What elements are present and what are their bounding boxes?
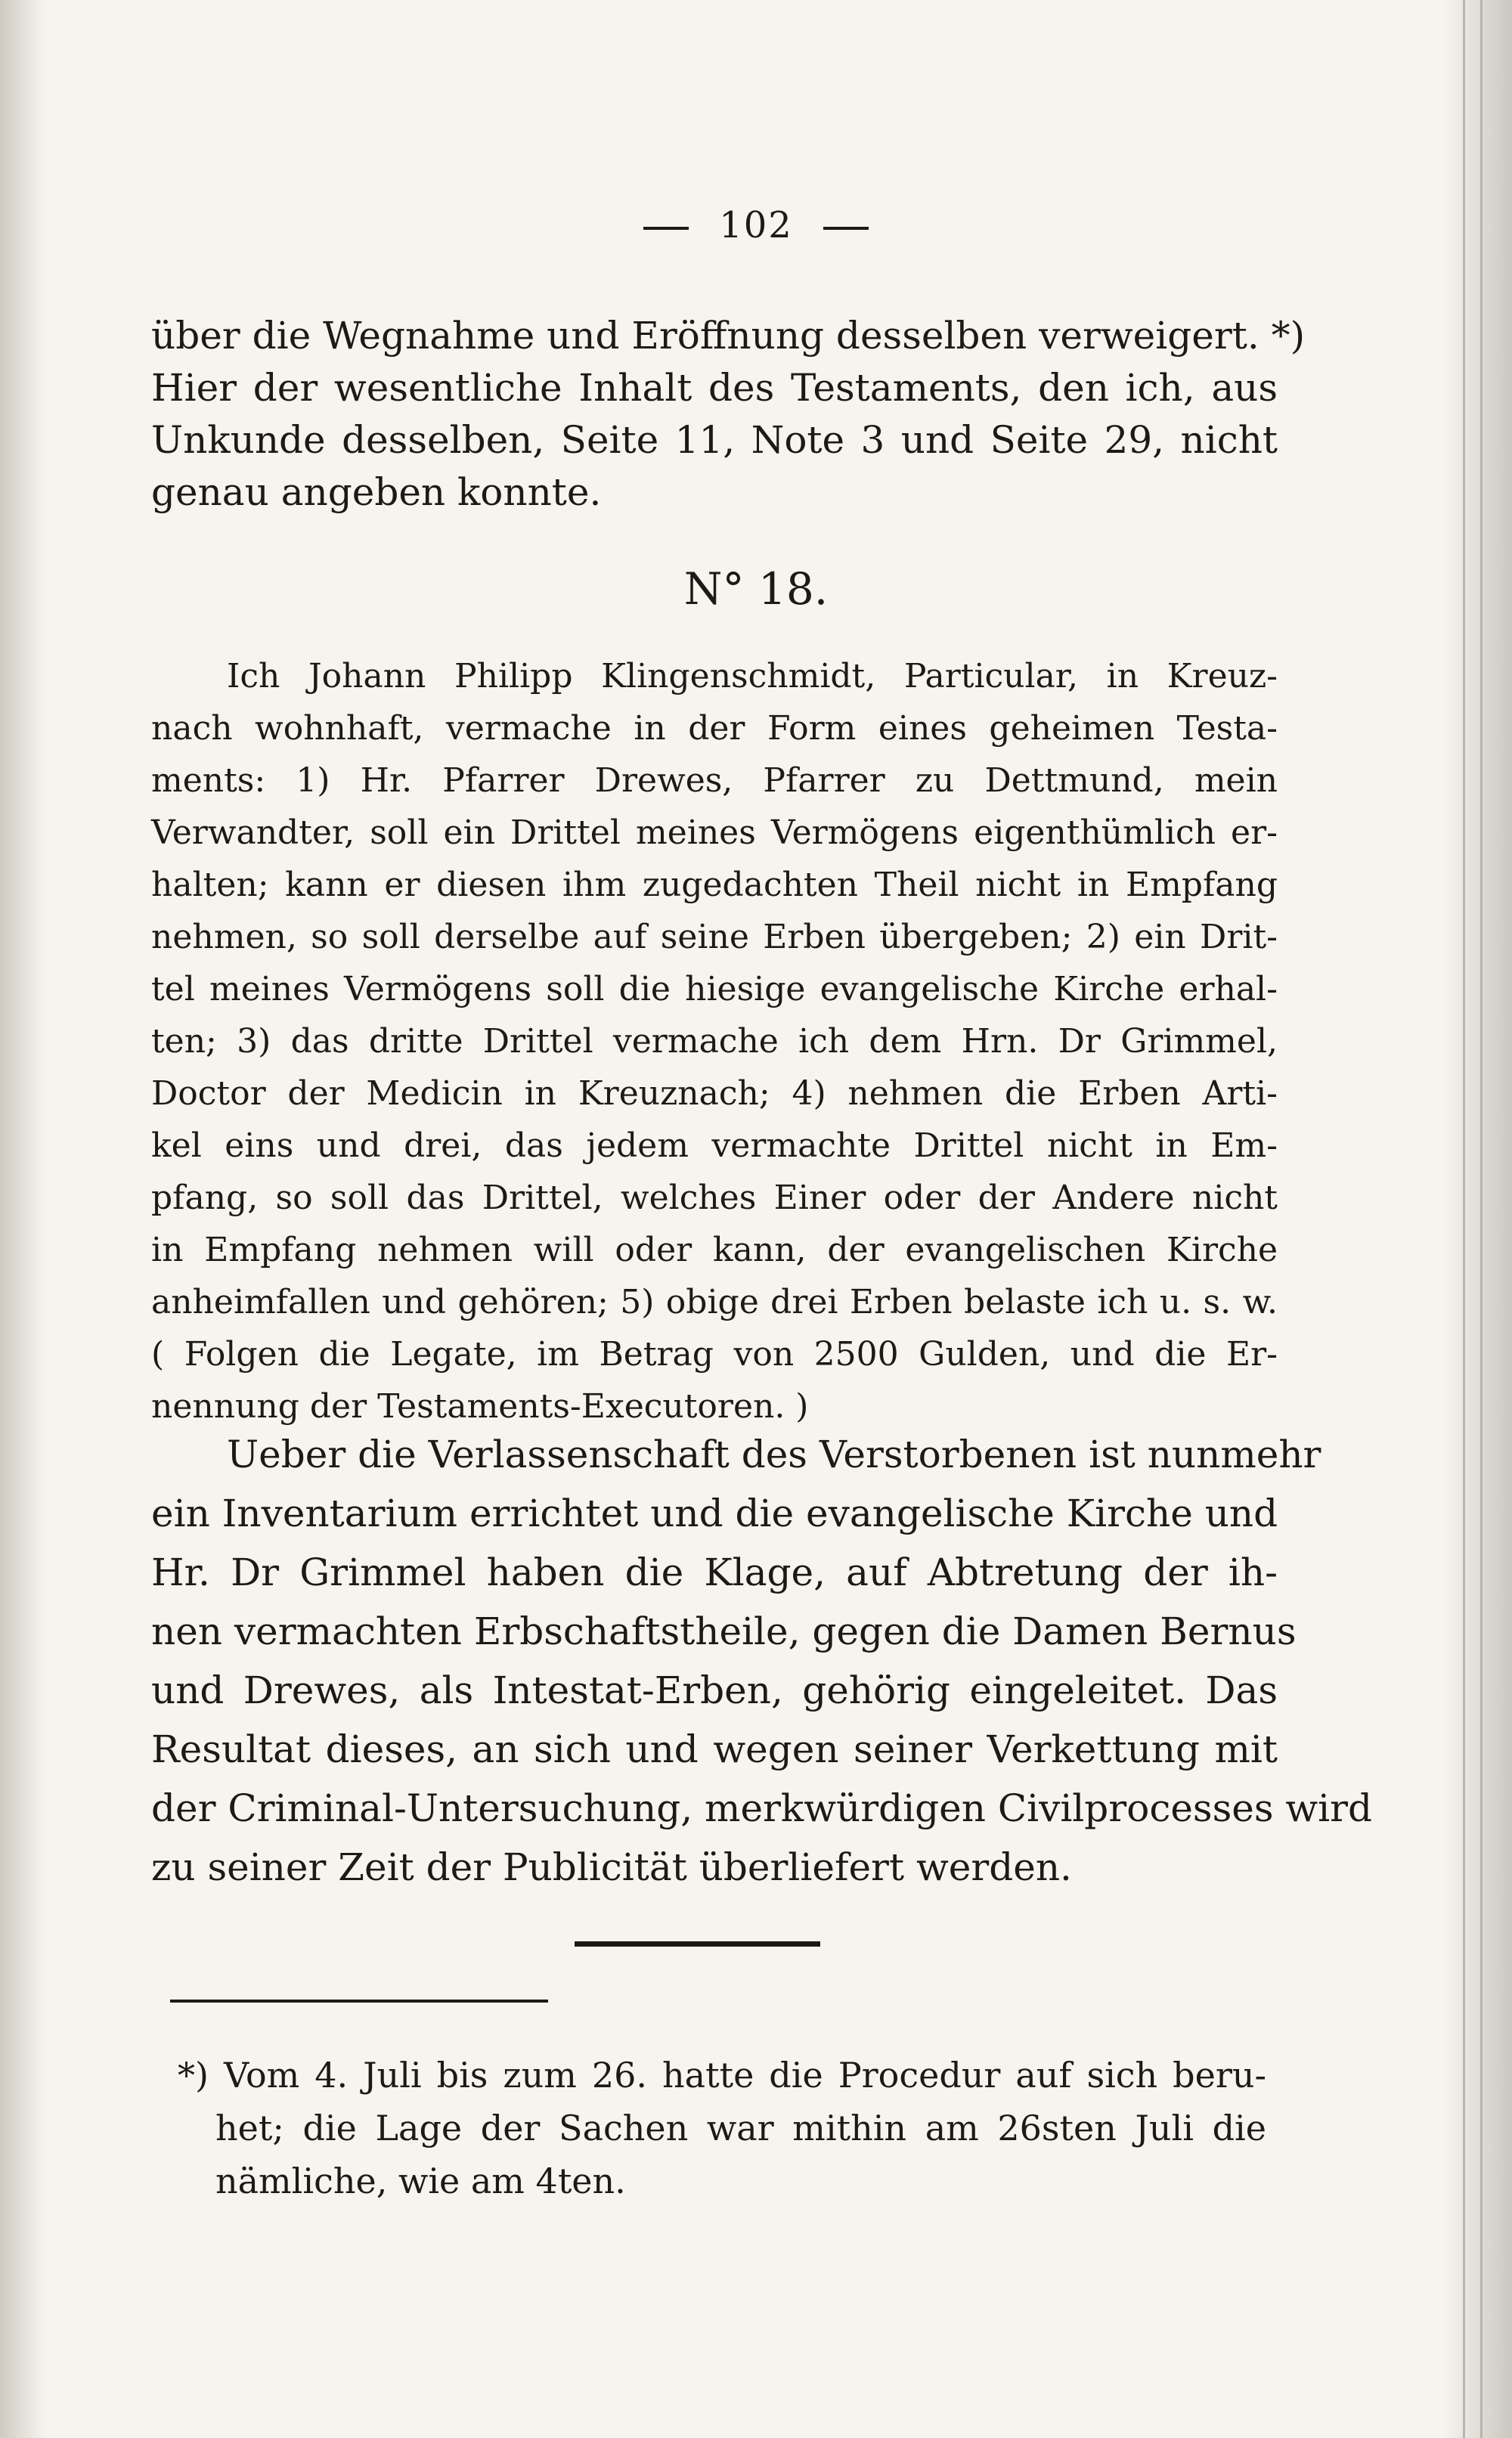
text-line: Verwandter, soll ein Drittel meines Vermögens eigenthümlich er- bbox=[151, 813, 1278, 852]
text-line: nennung der Testaments-Executoren. ) bbox=[151, 1387, 809, 1426]
page-edge-shadow bbox=[1444, 0, 1512, 2438]
text-line: ten; 3) das dritte Drittel vermache ich dem Hrn. Dr Grimmel, bbox=[151, 1022, 1278, 1061]
text-line: der Criminal-Untersuchung, merkwürdigen Civilprocesses wird bbox=[151, 1786, 1373, 1830]
footnote-rule bbox=[170, 2000, 548, 2003]
header-dash-left bbox=[643, 227, 689, 230]
page-header bbox=[0, 204, 1512, 265]
text-line: ments: 1) Hr. Pfarrer Drewes, Pfarrer zu Dettmund, mein bbox=[151, 761, 1278, 800]
intro-paragraph bbox=[151, 310, 1306, 519]
footnote-line: het; die Lage der Sachen war mithin am 26sten Juli die bbox=[215, 2108, 1266, 2148]
header-dash-right bbox=[823, 227, 869, 230]
text-line: genau angeben konnte. bbox=[151, 470, 602, 514]
gutter-shadow bbox=[0, 0, 45, 2438]
testament-paragraph bbox=[151, 650, 1278, 1433]
footnote-line: nämliche, wie am 4ten. bbox=[215, 2161, 626, 2201]
text-line: halten; kann er diesen ihm zugedachten Theil nicht in Empfang bbox=[151, 866, 1278, 904]
page-edge-line bbox=[1480, 0, 1483, 2438]
text-line: anheimfallen und gehören; 5) obige drei Erben belaste ich u. s. w. bbox=[151, 1283, 1278, 1321]
text-line: Doctor der Medicin in Kreuznach; 4) nehmen die Erben Arti- bbox=[151, 1074, 1278, 1113]
text-line: zu seiner Zeit der Publicität überliefert werden. bbox=[151, 1845, 1072, 1889]
text-line: Resultat dieses, an sich und wegen seiner Verkettung mit bbox=[151, 1727, 1278, 1771]
page-number: 102 bbox=[719, 204, 793, 246]
text-line: ( Folgen die Legate, im Betrag von 2500 Gulden, und die Er- bbox=[151, 1335, 1278, 1374]
text-line: ein Inventarium errichtet und die evangelische Kirche und bbox=[151, 1492, 1278, 1535]
text-line: und Drewes, als Intestat-Erben, gehörig eingeleitet. Das bbox=[151, 1668, 1278, 1712]
text-line: Ueber die Verlassenschaft des Verstorbenen ist nunmehr bbox=[227, 1433, 1321, 1476]
text-line: kel eins und drei, das jedem vermachte Drittel nicht in Em- bbox=[151, 1126, 1278, 1165]
footnote bbox=[178, 2049, 1266, 2207]
footnote-line: *) Vom 4. Juli bis zum 26. hatte die Procedur auf sich beru- bbox=[178, 2055, 1266, 2096]
entry-number: N° 18. bbox=[683, 563, 829, 615]
text-line: Unkunde desselben, Seite 11, Note 3 und Seite 29, nicht bbox=[151, 418, 1278, 462]
text-line: nen vermachten Erbschaftstheile, gegen die Damen Bernus bbox=[151, 1609, 1297, 1653]
text-line: Ich Johann Philipp Klingenschmidt, Particular, in Kreuz- bbox=[227, 657, 1278, 695]
section-divider bbox=[575, 1941, 820, 1947]
text-line: nach wohnhaft, vermache in der Form eines geheimen Testa- bbox=[151, 709, 1278, 748]
text-line: nehmen, so soll derselbe auf seine Erben übergeben; 2) ein Drit- bbox=[151, 918, 1278, 956]
text-line: Hier der wesentliche Inhalt des Testaments, den ich, aus bbox=[151, 366, 1278, 410]
text-line: Hr. Dr Grimmel haben die Klage, auf Abtretung der ih- bbox=[151, 1550, 1278, 1594]
text-line: über die Wegnahme und Eröffnung desselben verweigert. *) bbox=[151, 314, 1306, 358]
text-line: in Empfang nehmen will oder kann, der evangelischen Kirche bbox=[151, 1231, 1278, 1269]
page-edge-line bbox=[1463, 0, 1465, 2438]
estate-paragraph bbox=[151, 1425, 1373, 1897]
text-line: pfang, so soll das Drittel, welches Einer oder der Andere nicht bbox=[151, 1179, 1278, 1217]
text-line: tel meines Vermögens soll die hiesige evangelische Kirche erhal- bbox=[151, 970, 1278, 1008]
